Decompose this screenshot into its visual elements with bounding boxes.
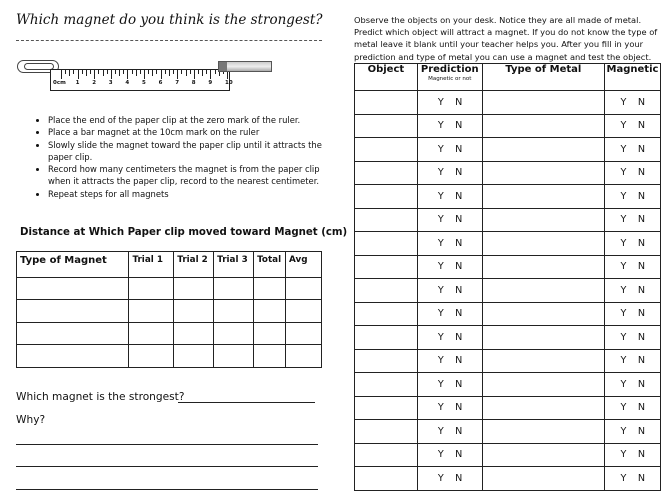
ruler-zero-label: 0cm — [53, 80, 66, 86]
ruler-tick — [156, 70, 157, 74]
ruler-tick — [115, 70, 116, 74]
table-row — [355, 138, 661, 162]
yes-option[interactable]: Y — [620, 120, 627, 132]
metal-type-cell[interactable] — [482, 326, 604, 350]
yes-option[interactable]: Y — [437, 355, 444, 367]
no-option[interactable]: N — [455, 143, 463, 155]
magnetic-cell[interactable] — [604, 279, 660, 303]
prediction-cell[interactable] — [417, 161, 482, 185]
entry-cell[interactable] — [214, 277, 254, 300]
no-option[interactable]: N — [455, 425, 463, 437]
ruler-tick — [152, 70, 153, 76]
metal-type-cell[interactable] — [482, 279, 604, 303]
no-option[interactable]: N — [637, 96, 646, 108]
yes-option[interactable]: Y — [620, 449, 627, 461]
ruler-tick — [190, 70, 191, 74]
yes-option[interactable]: Y — [620, 472, 627, 484]
ruler-number: 3 — [108, 80, 113, 86]
entry-cell[interactable] — [214, 322, 254, 345]
prediction-cell[interactable] — [417, 443, 482, 467]
ruler-tick — [140, 70, 141, 74]
table-row — [355, 114, 661, 138]
yes-option[interactable]: Y — [437, 331, 444, 343]
prediction-cell[interactable] — [417, 420, 482, 444]
entry-cell[interactable] — [17, 345, 129, 368]
ruler-tick — [206, 70, 207, 74]
observation-instructions: Observe the objects on your desk. Notice they are all made of metal. Predict which object will attract a magnet. If you do not know the type of metal leave it blank until your teacher helps you. After you fill in your prediction and type of metal you can use a magnet and test the object. — [354, 15, 658, 62]
header-object: Object — [355, 64, 418, 91]
entry-cell[interactable] — [174, 345, 214, 368]
no-option[interactable]: N — [455, 190, 463, 202]
magnetic-cell[interactable] — [604, 443, 660, 467]
metal-type-cell[interactable] — [482, 443, 604, 467]
ruler-tick — [98, 70, 99, 74]
object-cell[interactable] — [355, 396, 418, 420]
table-row — [17, 277, 322, 300]
ruler-number: 8 — [191, 80, 196, 86]
entry-cell[interactable] — [17, 300, 129, 323]
object-cell[interactable] — [355, 91, 418, 115]
yes-option[interactable]: Y — [620, 308, 627, 320]
no-option[interactable]: N — [455, 237, 463, 249]
column-header: Avg — [286, 252, 322, 278]
entry-cell[interactable] — [254, 277, 286, 300]
ruler-tick — [119, 70, 120, 76]
magnet-trials-table — [16, 251, 322, 368]
object-cell[interactable] — [355, 161, 418, 185]
magnetic-cell[interactable] — [604, 302, 660, 326]
yes-option[interactable]: Y — [620, 331, 627, 343]
question-why: Why? — [16, 414, 46, 426]
question-strongest: Which magnet is the strongest? — [16, 391, 185, 403]
no-option[interactable]: N — [455, 120, 463, 132]
prediction-cell[interactable] — [417, 91, 482, 115]
metal-type-cell[interactable] — [482, 420, 604, 444]
ruler-tick — [94, 70, 95, 79]
yes-option[interactable]: Y — [437, 190, 444, 202]
yes-option[interactable]: Y — [620, 402, 627, 414]
no-option[interactable]: N — [637, 425, 646, 437]
entry-cell[interactable] — [17, 322, 129, 345]
prediction-cell[interactable] — [417, 302, 482, 326]
table-row — [17, 322, 322, 345]
ruler-tick — [136, 70, 137, 76]
metal-type-cell[interactable] — [482, 396, 604, 420]
ruler-number: 9 — [208, 80, 213, 86]
no-option[interactable]: N — [455, 214, 463, 226]
yes-option[interactable]: Y — [437, 449, 444, 461]
ruler-tick — [78, 70, 79, 79]
no-option[interactable]: N — [637, 378, 646, 390]
object-cell[interactable] — [355, 302, 418, 326]
object-cell[interactable] — [355, 443, 418, 467]
yes-option[interactable]: Y — [437, 96, 444, 108]
entry-cell[interactable] — [17, 277, 129, 300]
no-option[interactable]: N — [637, 308, 646, 320]
prediction-cell[interactable] — [417, 373, 482, 397]
ruler-tick — [127, 70, 128, 79]
table-row — [355, 232, 661, 256]
magnetic-cell[interactable] — [604, 326, 660, 350]
metal-type-cell[interactable] — [482, 91, 604, 115]
yes-option[interactable]: Y — [437, 143, 444, 155]
magnetic-cell[interactable] — [604, 396, 660, 420]
yes-option[interactable]: Y — [620, 167, 627, 179]
table-row — [355, 208, 661, 232]
prediction-cell[interactable] — [417, 114, 482, 138]
prediction-cell[interactable] — [417, 208, 482, 232]
magnetic-cell[interactable] — [604, 161, 660, 185]
table-row — [355, 91, 661, 115]
object-cell[interactable] — [355, 114, 418, 138]
ruler-tick — [107, 70, 108, 74]
no-option[interactable]: N — [637, 143, 646, 155]
magnetic-cell[interactable] — [604, 255, 660, 279]
instruction-item: • Place the end of the paper clip at the zero mark of the ruler. — [48, 114, 340, 126]
ruler-tick — [103, 70, 104, 76]
metal-type-cell[interactable] — [482, 161, 604, 185]
table-row — [355, 279, 661, 303]
ruler-number: 10 — [225, 80, 233, 86]
table-row — [355, 185, 661, 209]
metal-type-cell[interactable] — [482, 185, 604, 209]
no-option[interactable]: N — [455, 96, 463, 108]
entry-cell[interactable] — [174, 300, 214, 323]
header-prediction-label: Prediction — [420, 64, 479, 75]
entry-cell[interactable] — [214, 345, 254, 368]
entry-cell[interactable] — [286, 277, 322, 300]
magnetic-cell[interactable] — [604, 467, 660, 491]
magnetic-cell[interactable] — [604, 349, 660, 373]
object-cell[interactable] — [355, 279, 418, 303]
yes-option[interactable]: Y — [437, 284, 444, 296]
yes-option[interactable]: Y — [437, 261, 444, 273]
table-row — [355, 302, 661, 326]
title-divider — [16, 40, 322, 41]
magnetic-cell[interactable] — [604, 208, 660, 232]
yes-option[interactable]: Y — [437, 120, 444, 132]
no-option[interactable]: N — [637, 402, 646, 414]
magnet-pole — [219, 62, 227, 71]
yes-option[interactable]: Y — [437, 167, 444, 179]
answer-line-why[interactable] — [16, 489, 318, 490]
ruler-tick — [90, 70, 91, 74]
worksheet-title: Which magnet do you think is the strongest? — [16, 12, 323, 28]
yes-option[interactable]: Y — [620, 284, 627, 296]
ruler-tick — [69, 70, 70, 76]
table-row — [355, 255, 661, 279]
yes-option[interactable]: Y — [437, 472, 444, 484]
entry-cell[interactable] — [214, 300, 254, 323]
no-option[interactable]: N — [637, 214, 646, 226]
no-option[interactable]: N — [455, 331, 463, 343]
entry-cell[interactable] — [286, 345, 322, 368]
ruler-tick — [123, 70, 124, 74]
ruler-tick — [132, 70, 133, 74]
object-cell[interactable] — [355, 208, 418, 232]
metal-type-cell[interactable] — [482, 255, 604, 279]
prediction-cell[interactable] — [417, 255, 482, 279]
ruler-number: 6 — [158, 80, 163, 86]
distance-table-title: Distance at Which Paper clip moved toward Magnet (cm) — [20, 227, 348, 238]
answer-line-why[interactable] — [16, 466, 318, 467]
prediction-cell[interactable] — [417, 185, 482, 209]
ruler-tick — [82, 70, 83, 74]
table-row — [355, 161, 661, 185]
object-cell[interactable] — [355, 138, 418, 162]
prediction-cell[interactable] — [417, 349, 482, 373]
no-option[interactable]: N — [637, 167, 646, 179]
ruler-number: 4 — [125, 80, 130, 86]
instruction-item: • Repeat steps for all magnets — [48, 188, 340, 200]
yes-option[interactable]: Y — [437, 425, 444, 437]
entry-cell[interactable] — [254, 322, 286, 345]
yes-option[interactable]: Y — [620, 425, 627, 437]
ruler-tick — [165, 70, 166, 74]
metal-type-cell[interactable] — [482, 373, 604, 397]
table-row — [355, 326, 661, 350]
no-option[interactable]: N — [637, 261, 646, 273]
no-option[interactable]: N — [637, 355, 646, 367]
ruler-number: 2 — [92, 80, 97, 86]
table-row — [355, 467, 661, 491]
magnetic-cell[interactable] — [604, 232, 660, 256]
yes-option[interactable]: Y — [437, 402, 444, 414]
prediction-cell[interactable] — [417, 467, 482, 491]
ruler-tick — [65, 70, 66, 74]
instruction-item: • Slowly slide the magnet toward the paper clip until it attracts the paper clip. — [48, 139, 340, 164]
metal-type-cell[interactable] — [482, 349, 604, 373]
prediction-cell[interactable] — [417, 279, 482, 303]
header-magnetic: Magnetic — [604, 64, 660, 91]
no-option[interactable]: N — [637, 120, 646, 132]
answer-line-strongest[interactable] — [178, 402, 315, 403]
ruler-tick — [181, 70, 182, 74]
ruler-tick — [177, 70, 178, 79]
magnetic-cell[interactable] — [604, 185, 660, 209]
object-cell[interactable] — [355, 185, 418, 209]
ruler-tick — [194, 70, 195, 79]
no-option[interactable]: N — [637, 331, 646, 343]
table-row — [355, 373, 661, 397]
table-row — [355, 349, 661, 373]
ruler-illustration — [50, 69, 233, 91]
metal-type-cell[interactable] — [482, 114, 604, 138]
entry-cell[interactable] — [286, 300, 322, 323]
no-option[interactable]: N — [637, 190, 646, 202]
yes-option[interactable]: Y — [620, 190, 627, 202]
object-cell[interactable] — [355, 326, 418, 350]
no-option[interactable]: N — [455, 355, 463, 367]
entry-cell[interactable] — [129, 300, 174, 323]
answer-line-why[interactable] — [16, 444, 318, 445]
no-option[interactable]: N — [455, 167, 463, 179]
ruler-tick — [111, 70, 112, 79]
header-prediction-sub: Magnetic or not — [428, 76, 472, 82]
object-cell[interactable] — [355, 232, 418, 256]
prediction-cell[interactable] — [417, 138, 482, 162]
instruction-item: • Place a bar magnet at the 10cm mark on the ruler — [48, 126, 340, 138]
no-option[interactable]: N — [455, 308, 463, 320]
metal-type-cell[interactable] — [482, 138, 604, 162]
metal-type-cell[interactable] — [482, 232, 604, 256]
entry-cell[interactable] — [254, 345, 286, 368]
magnetic-cell[interactable] — [604, 373, 660, 397]
table-row — [17, 300, 322, 323]
no-option[interactable]: N — [455, 449, 463, 461]
object-cell[interactable] — [355, 255, 418, 279]
ruler-tick — [73, 70, 74, 74]
instruction-list — [34, 114, 340, 200]
table-row — [17, 345, 322, 368]
metal-type-cell[interactable] — [482, 302, 604, 326]
column-header: Trial 2 — [174, 252, 214, 278]
no-option[interactable]: N — [455, 472, 463, 484]
ruler-tick — [186, 70, 187, 76]
column-header: Type of Magnet — [17, 252, 129, 278]
table-row — [355, 420, 661, 444]
ruler-tick — [198, 70, 199, 74]
column-header: Trial 1 — [129, 252, 174, 278]
entry-cell[interactable] — [174, 277, 214, 300]
yes-option[interactable]: Y — [620, 378, 627, 390]
no-option[interactable]: N — [455, 284, 463, 296]
entry-cell[interactable] — [286, 322, 322, 345]
table-row — [355, 396, 661, 420]
no-option[interactable]: N — [637, 472, 646, 484]
ruler-tick — [144, 70, 145, 79]
ruler-number: 5 — [142, 80, 146, 86]
object-prediction-table — [354, 63, 661, 491]
yes-option[interactable]: Y — [437, 308, 444, 320]
yes-option[interactable]: Y — [437, 214, 444, 226]
yes-option[interactable]: Y — [620, 96, 627, 108]
magnetic-cell[interactable] — [604, 138, 660, 162]
prediction-cell[interactable] — [417, 396, 482, 420]
magnetic-cell[interactable] — [604, 91, 660, 115]
entry-cell[interactable] — [254, 300, 286, 323]
no-option[interactable]: N — [455, 378, 463, 390]
ruler-tick — [215, 70, 216, 74]
no-option[interactable]: N — [637, 449, 646, 461]
ruler-number: 7 — [175, 80, 180, 86]
object-cell[interactable] — [355, 349, 418, 373]
prediction-cell[interactable] — [417, 326, 482, 350]
ruler-number: 1 — [75, 80, 80, 86]
yes-option[interactable]: Y — [620, 261, 627, 273]
entry-cell[interactable] — [129, 345, 174, 368]
object-cell[interactable] — [355, 420, 418, 444]
ruler-tick — [61, 70, 62, 79]
no-option[interactable]: N — [455, 261, 463, 273]
bar-magnet-illustration — [218, 61, 272, 72]
yes-option[interactable]: Y — [620, 143, 627, 155]
table-row — [355, 443, 661, 467]
object-cell[interactable] — [355, 467, 418, 491]
object-cell[interactable] — [355, 373, 418, 397]
prediction-cell[interactable] — [417, 232, 482, 256]
column-header: Total — [254, 252, 286, 278]
magnetic-cell[interactable] — [604, 114, 660, 138]
entry-cell[interactable] — [129, 277, 174, 300]
no-option[interactable]: N — [637, 237, 646, 249]
yes-option[interactable]: Y — [620, 355, 627, 367]
ruler-tick — [161, 70, 162, 79]
ruler-tick — [169, 70, 170, 76]
ruler-tick — [202, 70, 203, 76]
metal-type-cell[interactable] — [482, 208, 604, 232]
yes-option[interactable]: Y — [620, 237, 627, 249]
column-header: Trial 3 — [214, 252, 254, 278]
header-metal-type: Type of Metal — [482, 64, 604, 91]
ruler-tick — [173, 70, 174, 74]
yes-option[interactable]: Y — [437, 378, 444, 390]
ruler-tick — [148, 70, 149, 74]
no-option[interactable]: N — [637, 284, 646, 296]
no-option[interactable]: N — [455, 402, 463, 414]
entry-cell[interactable] — [174, 322, 214, 345]
yes-option[interactable]: Y — [437, 237, 444, 249]
header-prediction — [417, 64, 482, 91]
instruction-item: • Record how many centimeters the magnet is from the paper clip when it attracts the paper clip, record to the nearest centimeter. — [48, 163, 340, 188]
yes-option[interactable]: Y — [620, 214, 627, 226]
ruler-tick — [86, 70, 87, 76]
ruler-tick — [210, 70, 211, 79]
metal-type-cell[interactable] — [482, 467, 604, 491]
magnetic-cell[interactable] — [604, 420, 660, 444]
entry-cell[interactable] — [129, 322, 174, 345]
